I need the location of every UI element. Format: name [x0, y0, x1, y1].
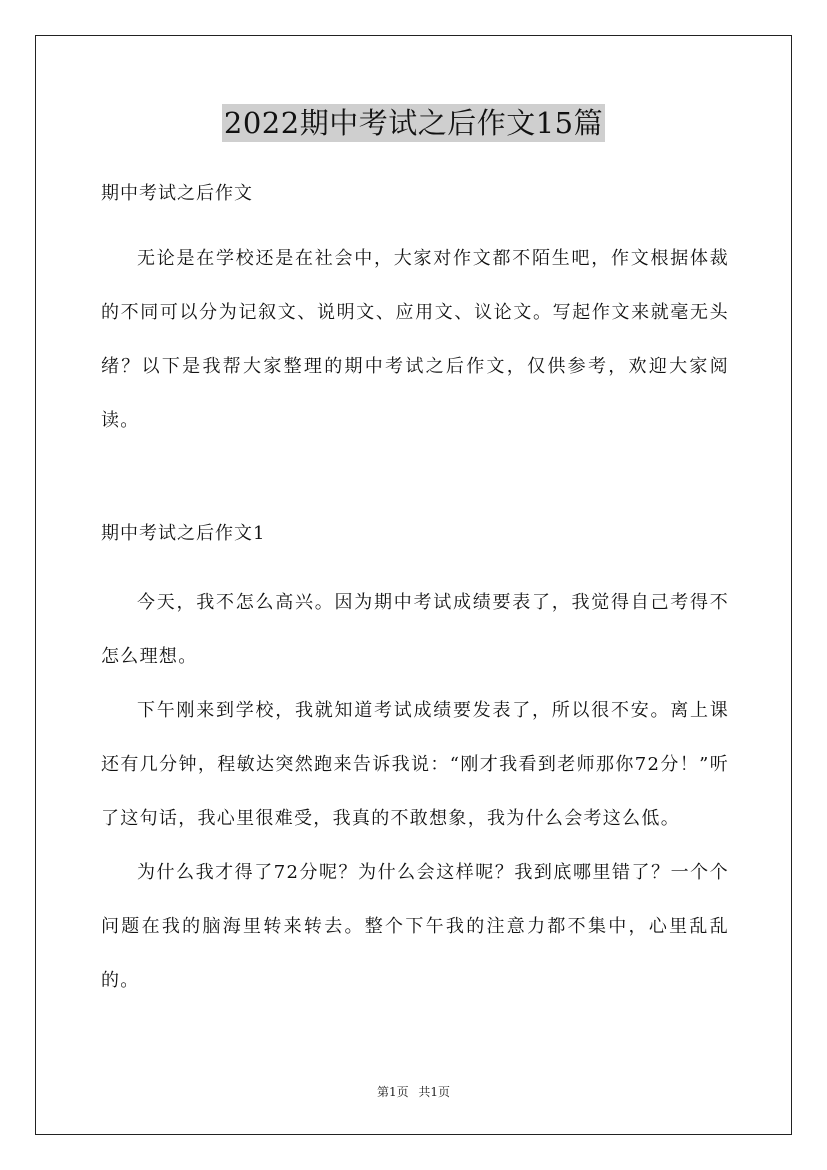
page-number-current: 第1页 [376, 1085, 409, 1099]
title-area [0, 104, 827, 142]
document-body [101, 178, 729, 1008]
essay-paragraph: 今天，我不怎么高兴。因为期中考试成绩要表了，我觉得自己考得不怎么理想。 [101, 592, 729, 667]
essay-heading: 期中考试之后作文1 [101, 523, 266, 544]
page-footer [0, 1083, 827, 1100]
document-title: 2022期中考试之后作文15篇 [223, 106, 604, 140]
intro-heading: 期中考试之后作文 [101, 183, 253, 204]
page-number-total: 共1页 [418, 1085, 451, 1099]
intro-paragraph: 无论是在学校还是在社会中，大家对作文都不陌生吧，作文根据体裁的不同可以分为记叙文、说明文、应用文、议论文。写起作文来就毫无头绪？以下是我帮大家整理的期中考试之后作文，仅供参考，欢迎大家阅读。 [101, 248, 729, 431]
essay-paragraph: 为什么我才得了72分呢？为什么会这样呢？我到底哪里错了？一个个问题在我的脑海里转来转去。整个下午我的注意力都不集中，心里乱乱的。 [101, 862, 729, 991]
essay-paragraph: 下午刚来到学校，我就知道考试成绩要发表了，所以很不安。离上课还有几分钟，程敏达突然跑来告诉我说：“刚才我看到老师那你72分！”听了这句话，我心里很难受，我真的不敢想象，我为什么会考这么低。 [101, 700, 729, 829]
